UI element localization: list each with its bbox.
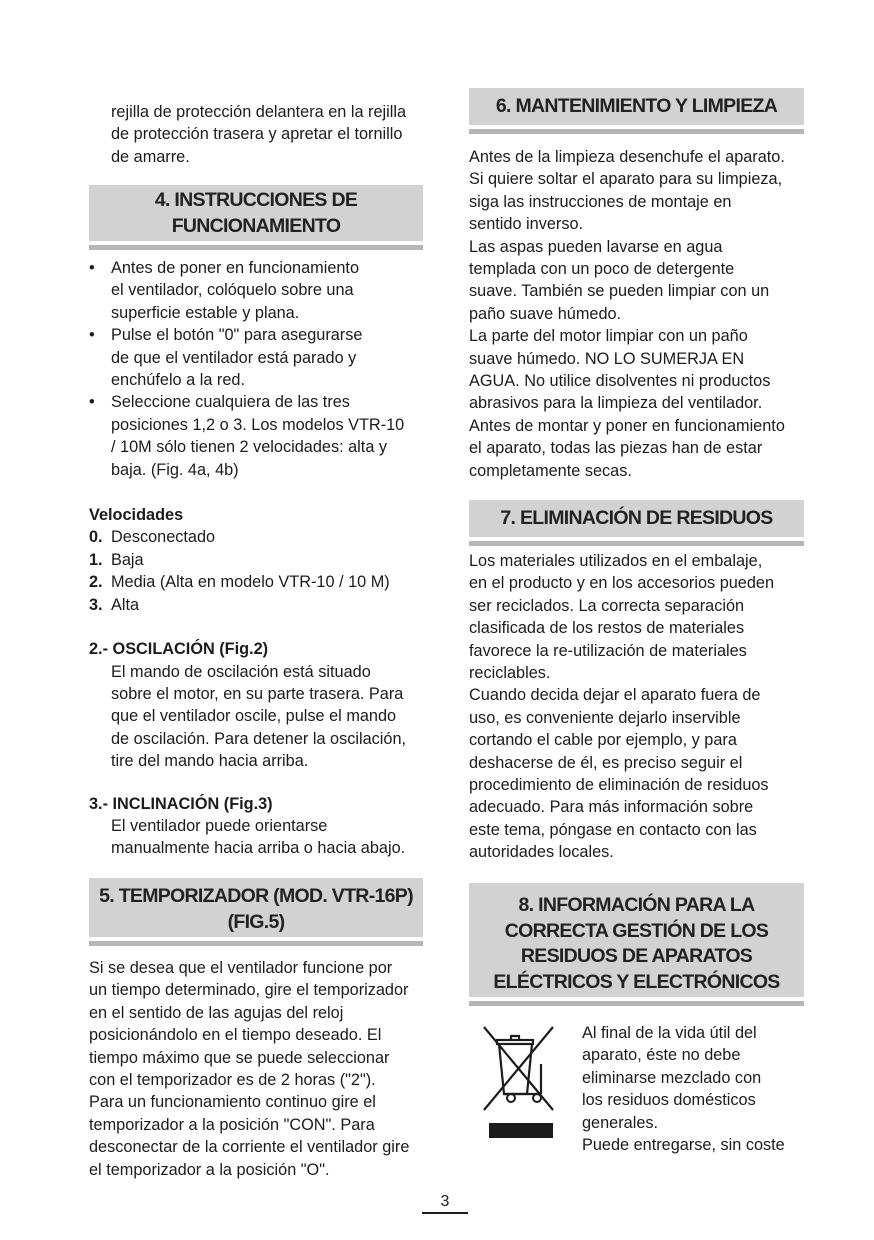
speed-label: Alta [111, 595, 140, 614]
section-6-header [469, 88, 804, 134]
text-line: de oscilación. Para detener la oscilación, [111, 729, 407, 748]
text-line: aparato, éste no debe [582, 1046, 741, 1065]
text-line: este tema, póngase en contacto con las [469, 820, 757, 839]
text-line: en el producto y en los accesorios pueden [469, 574, 775, 593]
speed-number: 3. [89, 595, 103, 614]
oscillation-title: 2.- OSCILACIÓN (Fig.2) [89, 640, 269, 659]
text-line: de que el ventilador está parado y [111, 348, 357, 367]
section-title: 7. ELIMINACIÓN DE RESIDUOS [500, 507, 773, 529]
text-line: • Pulse el botón "0" para asegurarse [111, 326, 363, 345]
page-number: 3 [422, 1192, 468, 1214]
text-line: favorece la re-utilización de materiales [469, 641, 747, 660]
section-8-header [469, 883, 804, 1006]
text-line: autoridades locales. [469, 843, 614, 862]
text-line: La parte del motor limpiar con un paño [469, 327, 748, 346]
text-line: baja. (Fig. 4a, 4b) [111, 460, 239, 479]
inclination-block [89, 793, 425, 860]
header-rule [469, 129, 804, 134]
text-line: temporizador a la posición "CON". Para [89, 1115, 375, 1134]
text-line: posicionándolo en el tiempo deseado. El [89, 1026, 382, 1045]
text-line: suave. También se pueden limpiar con un [469, 282, 770, 301]
text-line: que el ventilador oscile, pulse el mando [111, 707, 397, 726]
text-line: paño suave húmedo. [469, 304, 622, 323]
section-8-body [582, 1022, 804, 1156]
text-line: posiciones 1,2 o 3. Los modelos VTR-10 [111, 415, 405, 434]
inclination-title: 3.- INCLINACIÓN (Fig.3) [89, 794, 273, 813]
header-rule [89, 245, 423, 250]
text-line: con el temporizador es de 2 horas ("2"). [89, 1071, 376, 1090]
text-line: tiempo máximo que se puede seleccionar [89, 1048, 390, 1067]
section-title: FUNCIONAMIENTO [171, 214, 341, 237]
list-item [89, 257, 425, 324]
speed-label: Baja [111, 550, 144, 569]
text-line: / 10M sólo tienen 2 velocidades: alta y [111, 438, 388, 457]
text-line: El ventilador puede orientarse [111, 816, 328, 835]
speed-item [89, 571, 425, 593]
text-line: rejilla de protección delantera en la rejilla [111, 103, 407, 121]
text-line: sentido inverso. [469, 215, 584, 234]
text-line: de amarre. [111, 147, 190, 166]
text-line: Al final de la vida útil del [582, 1024, 757, 1042]
speed-item [89, 594, 425, 616]
text-line: el ventilador, colóquelo sobre una [111, 281, 354, 300]
text-line: tire del mando hacia arriba. [111, 752, 309, 771]
section-5-body [89, 957, 425, 1181]
intro-text [89, 101, 425, 168]
text-line: siga las instrucciones de montaje en [469, 192, 732, 211]
text-line: cortando el cable por ejemplo, y para [469, 731, 737, 750]
instruction-list [89, 257, 425, 481]
header-rule [469, 1001, 804, 1006]
speed-number: 1. [89, 550, 103, 569]
text-line: adecuado. Para más información sobre [469, 798, 754, 817]
text-line: Puede entregarse, sin coste [582, 1136, 785, 1155]
text-line: de protección trasera y apretar el tornillo [111, 125, 403, 144]
speeds-title: Velocidades [89, 506, 184, 525]
text-line: abrasivos para la limpieza del ventilador. [469, 394, 763, 413]
text-line: uso, es conveniente dejarlo inservible [469, 708, 741, 727]
speeds-block [89, 504, 425, 616]
section-title: 4. INSTRUCCIONES DE [154, 189, 358, 211]
text-line: • Seleccione cualquiera de las tres [111, 393, 350, 412]
text-line: los residuos domésticos [582, 1091, 756, 1110]
section-7-body [469, 550, 807, 864]
section-4-header [89, 185, 423, 250]
text-line: templada con un poco de detergente [469, 260, 735, 279]
section-6-body [469, 146, 807, 482]
section-5-header [89, 878, 423, 946]
text-line: deshacerse de él, es preciso seguir el [469, 753, 743, 772]
list-item [89, 391, 425, 481]
text-line: generales. [582, 1113, 659, 1132]
speed-number: 2. [89, 573, 103, 592]
text-line: procedimiento de eliminación de residuos [469, 776, 769, 795]
section-title: RESIDUOS DE APARATOS [520, 945, 753, 967]
text-line: manualmente hacia arriba o hacia abajo. [111, 839, 406, 858]
oscillation-block [89, 638, 425, 772]
section-7-header [469, 500, 804, 546]
text-line: AGUA. No utilice disolventes ni productos [469, 372, 771, 391]
text-line: Antes de montar y poner en funcionamiento [469, 416, 785, 435]
text-line: enchúfelo a la red. [111, 371, 245, 390]
text-line: Antes de la limpieza desenchufe el aparato. [469, 148, 785, 166]
list-item [89, 324, 425, 391]
text-line: desconectar de la corriente el ventilador gire [89, 1138, 410, 1157]
section-title: ELÉCTRICOS Y ELECTRÓNICOS [493, 970, 780, 993]
section-title: 6. MANTENIMIENTO Y LIMPIEZA [495, 95, 778, 117]
text-line: superficie estable y plana. [111, 303, 300, 322]
text-line: El mando de oscilación está situado [111, 662, 371, 681]
speed-number: 0. [89, 528, 103, 547]
speed-label: Media (Alta en modelo VTR-10 / 10 M) [111, 573, 390, 592]
section-title: CORRECTA GESTIÓN DE LOS [504, 919, 769, 942]
text-line: suave húmedo. NO LO SUMERJA EN [469, 349, 745, 368]
section-4-body [89, 257, 425, 860]
text-line: Las aspas pueden lavarse en agua [469, 237, 723, 256]
text-line: Si quiere soltar el aparato para su limpieza, [469, 170, 783, 189]
weee-crossed-bin-icon [481, 1024, 561, 1142]
speed-label: Desconectado [111, 528, 216, 547]
text-line: eliminarse mezclado con [582, 1068, 762, 1087]
speed-item [89, 526, 425, 548]
text-line: Para un funcionamiento continuo gire el [89, 1093, 376, 1112]
text-line: completamente secas. [469, 461, 632, 480]
header-rule [469, 541, 804, 546]
text-line: en el sentido de las agujas del reloj [89, 1003, 344, 1022]
section-title: 8. INFORMACIÓN PARA LA [518, 894, 755, 916]
text-line: clasificada de los restos de materiales [469, 619, 745, 638]
speed-item [89, 549, 425, 571]
text-line: • Antes de poner en funcionamiento [111, 259, 360, 277]
text-line: ser reciclados. La correcta separación [469, 596, 745, 615]
section-title: (FIG.5) [227, 910, 285, 933]
text-line: el aparato, todas las piezas han de estar [469, 439, 763, 458]
text-line: Cuando decida dejar el aparato fuera de [469, 686, 761, 705]
section-title: 5. TEMPORIZADOR (MOD. VTR-16P) [99, 885, 413, 907]
text-line: Los materiales utilizados en el embalaje, [469, 552, 763, 570]
header-rule [89, 941, 423, 946]
text-line: un tiempo determinado, gire el temporizador [89, 981, 409, 1000]
text-line: reciclables. [469, 664, 551, 683]
text-line: el temporizador a la posición "O". [89, 1160, 330, 1179]
text-line: sobre el motor, en su parte trasera. Para [111, 684, 404, 703]
text-line: Si se desea que el ventilador funcione por [89, 959, 393, 977]
